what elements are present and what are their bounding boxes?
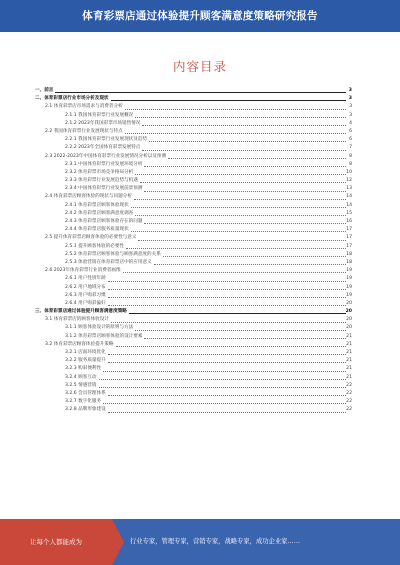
toc-entry-page: 13	[346, 186, 352, 192]
toc-entry-label: 3.1.1 顾客体验设计的原则与方法	[65, 325, 134, 331]
toc-entry-page: 16	[346, 219, 352, 224]
toc-entry-label: 2.3.3 体育彩票行业发展趋势与机遇	[65, 178, 138, 184]
toc-entry-label: 3.2.7 数字化服务	[65, 399, 102, 405]
toc-entry-label: 2.6.1 用户性别年龄	[65, 276, 106, 282]
toc-entry-page: 12	[346, 178, 352, 184]
toc-leader-dots	[103, 371, 346, 372]
toc-entry-label: 2.5 提升体育彩票店顾客体验的必要性与意义	[45, 235, 137, 241]
footer-arrow-shape	[112, 519, 124, 565]
toc-entry[interactable]	[35, 390, 352, 398]
toc-entry[interactable]	[35, 243, 352, 251]
toc-entry-page: 17	[346, 235, 352, 241]
toc-entry-label: 2.6.2 用户地域分布	[65, 284, 106, 290]
toc-entry-label: 2.3.2 体育彩票市场竞争格局分析	[65, 169, 134, 175]
toc-entry[interactable]	[35, 87, 352, 95]
toc-entry-label: 2.6.3 用户购彩习惯	[65, 292, 106, 298]
toc-entry-label: 2.5.1 提升顾客体验的必要性	[65, 243, 125, 249]
toc-entry-label: 3.2.3 购彩便利性	[65, 366, 102, 372]
toc-entry-label: 3.2.6 会员管理体系	[65, 390, 106, 396]
toc-entry[interactable]	[35, 218, 352, 226]
toc-leader-dots	[125, 109, 346, 110]
toc-leader-dots	[168, 158, 346, 159]
toc-entry[interactable]	[35, 300, 352, 308]
toc-leader-dots	[135, 215, 346, 216]
toc-entry[interactable]	[35, 153, 352, 161]
toc-entry-label: 2.2.1 我国体育彩票行业发展现状及趋势	[65, 137, 148, 143]
toc-leader-dots	[134, 199, 346, 200]
toc-entry-page: 20	[346, 300, 352, 306]
toc-leader-dots	[108, 362, 346, 363]
toc-entry-page: 22	[346, 390, 352, 396]
toc-entry-page: 14	[346, 202, 352, 208]
toc-entry-page: 21	[346, 341, 352, 347]
toc-entry-page: 19	[346, 276, 352, 282]
footer-slogan: 让每个人都能成为	[30, 538, 82, 546]
toc-entry[interactable]	[35, 259, 352, 267]
toc-entry[interactable]	[35, 365, 352, 373]
toc-entry-page: 17	[346, 243, 352, 249]
toc-entry[interactable]	[35, 382, 352, 390]
toc-entry[interactable]	[35, 95, 352, 103]
toc-leader-dots	[108, 297, 346, 298]
toc-leader-dots	[123, 272, 346, 273]
toc-leader-dots	[99, 379, 346, 380]
toc-leader-dots	[111, 322, 346, 323]
toc-entry-label: 2.1.1 我国体育彩票行业发展概况	[65, 112, 134, 118]
toc-entry-label: 2.1.2 2023年我国彩票市场销售情况	[65, 120, 141, 126]
toc-entry-page: 22	[346, 407, 352, 413]
toc-entry-page: 21	[346, 358, 352, 364]
toc-entry-label: 2.4.2 体育彩票店顾客满意度调查	[65, 210, 134, 216]
toc-entry-page: 21	[346, 366, 352, 372]
toc-entry-label: 三、体育彩票店通过体验提升顾客满意度策略	[35, 309, 127, 315]
toc-leader-dots	[142, 125, 346, 126]
toc-entry[interactable]	[35, 234, 352, 242]
toc-entry[interactable]	[35, 193, 352, 201]
toc-leader-dots	[142, 150, 346, 151]
toc-leader-dots	[125, 133, 346, 134]
toc-entry-page: 8	[349, 161, 352, 167]
toc-entry-label: 2.4.4 体育彩票店服务质量现状	[65, 227, 129, 233]
toc-entry-label: 2.5.2 体育彩票店顾客体验与顾客满意度的关系	[65, 251, 161, 257]
toc-entry-label: 3.2.5 情感营销	[65, 382, 97, 388]
toc-leader-dots	[144, 223, 346, 224]
toc-entry-page: 19	[346, 268, 352, 274]
toc-entry[interactable]	[35, 406, 352, 414]
toc-entry-page: 10	[346, 169, 352, 175]
toc-leader-dots	[154, 264, 346, 265]
toc-leader-dots	[111, 100, 346, 101]
toc-entry-page: 3	[349, 112, 352, 118]
toc-entry-page: 3	[348, 88, 352, 93]
toc-entry-page: 7	[349, 145, 352, 151]
toc-entry-page: 6	[349, 137, 352, 143]
toc-entry-label: 2.3.4 中国体育彩票行业发展前景预测	[65, 186, 143, 192]
toc-entry-page: 19	[346, 292, 352, 298]
toc-leader-dots	[108, 412, 346, 413]
toc-entry[interactable]	[35, 120, 352, 128]
toc-entry[interactable]	[35, 161, 352, 169]
toc-leader-dots	[129, 313, 346, 314]
toc-leader-dots	[135, 117, 346, 118]
toc-entry[interactable]	[35, 398, 352, 406]
toc-entry[interactable]	[35, 251, 352, 259]
toc-entry[interactable]	[35, 267, 352, 275]
toc-leader-dots	[163, 256, 346, 257]
toc-entry[interactable]	[35, 226, 352, 234]
toc-entry-label: 2.4.1 体育彩票店顾客体验现状	[65, 202, 129, 208]
toc-heading: 内容目录	[172, 59, 227, 74]
toc-entry[interactable]	[35, 333, 352, 341]
toc-leader-dots	[144, 338, 346, 339]
toc-entry[interactable]	[35, 112, 352, 120]
toc-entry-page: 20	[346, 317, 352, 323]
toc-entry-page: 18	[346, 259, 352, 265]
toc-leader-dots	[144, 191, 346, 192]
toc-entry-label: 2.1 体育彩票店市场需求与消费者分析	[45, 104, 123, 110]
toc-entry-label: 2.2.2 2023年全国体育彩票发展特点	[65, 145, 141, 151]
toc-entry[interactable]	[35, 185, 352, 193]
toc-entry-label: 2.4.3 体育彩票店顾客体验存在的问题	[65, 219, 143, 224]
toc-entry[interactable]	[35, 316, 352, 324]
toc-entry[interactable]	[35, 136, 352, 144]
toc-leader-dots	[131, 207, 346, 208]
toc-entry-page: 19	[346, 284, 352, 290]
toc-leader-dots	[126, 248, 346, 249]
toc-entry-label: 3.1.2 体育彩票店顾客体验的设计要素	[65, 333, 143, 339]
toc-entry-page: 3	[348, 96, 352, 102]
toc-entry[interactable]	[35, 374, 352, 382]
toc-entry-label: 2.5.3 体验营销在体育彩票店中的应用意义	[65, 259, 152, 265]
toc-entry[interactable]	[35, 349, 352, 357]
toc-entry[interactable]	[35, 341, 352, 349]
table-of-contents	[35, 87, 352, 415]
toc-entry-page: 15	[346, 210, 352, 216]
toc-entry-page: 14	[346, 194, 352, 200]
toc-entry[interactable]	[35, 357, 352, 365]
toc-entry-label: 3.1 体育彩票店的顾客体验设计	[45, 317, 109, 323]
toc-entry-label: 2.4 体育彩票店顾客体验的现状与问题分析	[45, 194, 132, 200]
toc-entry-label: 2.6 2023年体育彩票行业消费者画像	[45, 268, 121, 274]
toc-entry-label: 3.2 体育彩票店顾客体验提升策略	[45, 341, 114, 347]
toc-entry[interactable]	[35, 169, 352, 177]
toc-leader-dots	[140, 182, 346, 183]
toc-leader-dots	[108, 289, 346, 290]
toc-entry-page: 21	[346, 350, 352, 355]
toc-entry-page: 20	[345, 309, 352, 315]
toc-entry[interactable]	[35, 292, 352, 300]
toc-entry[interactable]	[35, 275, 352, 283]
toc-leader-dots	[135, 330, 346, 331]
toc-entry-label: 2.6.4 用户购彩偏好	[65, 300, 106, 306]
toc-leader-dots	[149, 141, 346, 142]
toc-entry-label: 2.3 2022-2023年中国体育彩票行业发展情况分析以及预测	[45, 153, 167, 159]
toc-entry-label: 2.2 我国体育彩票行业发展现状与特点	[45, 128, 123, 134]
toc-entry-page: 22	[346, 399, 352, 405]
toc-leader-dots	[55, 92, 346, 93]
toc-entry-label: 一、前言	[35, 88, 54, 93]
toc-entry-label: 3.2.1 店面环境优化	[65, 350, 106, 355]
toc-entry-page: 17	[346, 227, 352, 233]
toc-entry[interactable]	[35, 284, 352, 292]
toc-leader-dots	[131, 231, 346, 232]
toc-entry-page: 21	[346, 374, 352, 380]
toc-entry[interactable]	[35, 202, 352, 210]
toc-entry-page: 21	[346, 333, 352, 339]
toc-entry[interactable]	[35, 103, 352, 111]
toc-entry-label: 3.2.4 顾客互动	[65, 374, 97, 380]
toc-entry[interactable]	[35, 177, 352, 185]
toc-entry-page: 3	[349, 104, 352, 110]
toc-entry-label: 二、体育彩票店行业市场分析及现状	[35, 96, 109, 102]
footer-services: 行业专家，管理专家，营销专家，战略专家，成功企业家……	[130, 538, 301, 545]
toc-leader-dots	[108, 395, 346, 396]
toc-entry-page: 20	[346, 325, 352, 331]
toc-leader-dots	[108, 354, 346, 355]
toc-leader-dots	[138, 240, 346, 241]
report-title: 体育彩票店通过体验提升顾客满意度策略研究报告	[82, 10, 318, 22]
toc-entry[interactable]	[35, 144, 352, 152]
toc-entry[interactable]	[35, 308, 352, 316]
toc-entry-label: 3.2.2 服务质量提升	[65, 358, 106, 364]
toc-leader-dots	[103, 403, 346, 404]
toc-entry[interactable]	[35, 324, 352, 332]
toc-entry[interactable]	[35, 210, 352, 218]
toc-entry-label: 3.2.8 品牌形象建设	[65, 407, 106, 413]
toc-leader-dots	[116, 346, 346, 347]
toc-entry-page: 4	[349, 120, 352, 126]
toc-entry-page: 22	[346, 382, 352, 388]
toc-entry-page: 18	[346, 251, 352, 257]
toc-entry[interactable]	[35, 128, 352, 136]
toc-leader-dots	[144, 166, 346, 167]
toc-entry-label: 2.3.1 中国体育彩票行业发展环境分析	[65, 161, 143, 167]
toc-leader-dots	[99, 387, 346, 388]
toc-leader-dots	[135, 174, 346, 175]
toc-leader-dots	[108, 281, 346, 282]
toc-leader-dots	[108, 305, 346, 306]
toc-entry-page: 8	[349, 153, 352, 159]
toc-entry-page: 6	[349, 128, 352, 134]
